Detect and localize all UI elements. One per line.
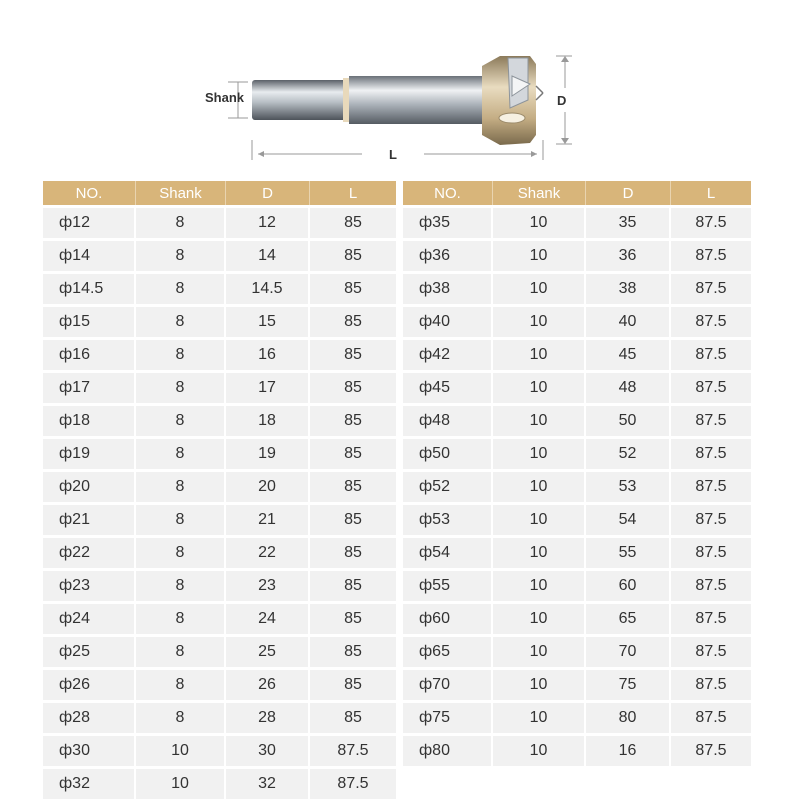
cell-l: 85 — [310, 307, 396, 337]
cell-no: ф65 — [403, 637, 493, 667]
cell-shank: 8 — [136, 307, 226, 337]
cell-l: 87.5 — [671, 208, 751, 238]
cell-shank: 10 — [493, 505, 586, 535]
header-shank: Shank — [136, 181, 226, 205]
cell-d: 26 — [226, 670, 310, 700]
cell-no: ф40 — [403, 307, 493, 337]
cell-d: 40 — [586, 307, 671, 337]
cell-d: 70 — [586, 637, 671, 667]
cell-no: ф15 — [43, 307, 136, 337]
cell-no: ф28 — [43, 703, 136, 733]
center-point — [536, 86, 543, 93]
cell-d: 12 — [226, 208, 310, 238]
cell-no: ф19 — [43, 439, 136, 469]
cell-shank: 10 — [493, 373, 586, 403]
table-row — [43, 340, 396, 370]
table-row — [403, 571, 751, 601]
cell-l: 87.5 — [671, 538, 751, 568]
cell-shank: 8 — [136, 439, 226, 469]
table-row — [43, 406, 396, 436]
cell-d: 22 — [226, 538, 310, 568]
cell-l: 85 — [310, 406, 396, 436]
cell-no: ф48 — [403, 406, 493, 436]
header-shank: Shank — [493, 181, 586, 205]
table-row — [403, 373, 751, 403]
header-d: D — [226, 181, 310, 205]
cell-d: 15 — [226, 307, 310, 337]
table-row — [43, 208, 396, 238]
cell-l: 85 — [310, 373, 396, 403]
cell-d: 35 — [586, 208, 671, 238]
header-no: NO. — [43, 181, 136, 205]
cell-l: 85 — [310, 703, 396, 733]
d-label: D — [557, 93, 567, 108]
cell-d: 38 — [586, 274, 671, 304]
cell-no: ф36 — [403, 241, 493, 271]
cell-l: 85 — [310, 472, 396, 502]
header-no: NO. — [403, 181, 493, 205]
cell-shank: 10 — [493, 703, 586, 733]
cell-shank: 8 — [136, 241, 226, 271]
cell-l: 87.5 — [671, 340, 751, 370]
cell-shank: 10 — [136, 736, 226, 766]
table-row — [43, 736, 396, 766]
cell-d: 80 — [586, 703, 671, 733]
cell-shank: 8 — [136, 472, 226, 502]
table-row — [403, 241, 751, 271]
cell-no: ф14.5 — [43, 274, 136, 304]
cell-no: ф18 — [43, 406, 136, 436]
cell-d: 54 — [586, 505, 671, 535]
cell-shank: 8 — [136, 274, 226, 304]
cell-l: 87.5 — [671, 307, 751, 337]
cell-d: 45 — [586, 340, 671, 370]
cell-no: ф70 — [403, 670, 493, 700]
cell-no: ф17 — [43, 373, 136, 403]
cell-no: ф38 — [403, 274, 493, 304]
cell-d: 48 — [586, 373, 671, 403]
cell-shank: 10 — [493, 736, 586, 766]
shank-label: Shank — [205, 90, 245, 105]
cell-l: 87.5 — [671, 373, 751, 403]
cell-d: 32 — [226, 769, 310, 799]
table-row — [43, 307, 396, 337]
cell-l: 87.5 — [671, 472, 751, 502]
table-row — [403, 274, 751, 304]
cell-shank: 8 — [136, 670, 226, 700]
cell-shank: 10 — [493, 571, 586, 601]
cell-shank: 8 — [136, 208, 226, 238]
table-row — [43, 439, 396, 469]
cell-d: 50 — [586, 406, 671, 436]
table-row — [403, 604, 751, 634]
cell-l: 85 — [310, 604, 396, 634]
cell-shank: 8 — [136, 340, 226, 370]
cell-shank: 8 — [136, 373, 226, 403]
cell-shank: 8 — [136, 571, 226, 601]
cell-l: 85 — [310, 274, 396, 304]
cell-no: ф35 — [403, 208, 493, 238]
table-body-left — [43, 208, 396, 799]
cell-l: 87.5 — [671, 736, 751, 766]
cell-no: ф22 — [43, 538, 136, 568]
cell-l: 87.5 — [671, 505, 751, 535]
cell-no: ф53 — [403, 505, 493, 535]
cell-d: 53 — [586, 472, 671, 502]
cell-l: 85 — [310, 439, 396, 469]
cell-l: 87.5 — [671, 274, 751, 304]
table-row — [403, 307, 751, 337]
cell-shank: 10 — [493, 406, 586, 436]
cell-d: 16 — [586, 736, 671, 766]
table-row — [43, 373, 396, 403]
table-row — [43, 769, 396, 799]
table-row — [403, 439, 751, 469]
cell-no: ф75 — [403, 703, 493, 733]
drill-bit-illustration — [0, 0, 800, 170]
cell-shank: 10 — [493, 604, 586, 634]
cell-d: 18 — [226, 406, 310, 436]
cell-no: ф60 — [403, 604, 493, 634]
cell-d: 75 — [586, 670, 671, 700]
table-row — [43, 670, 396, 700]
cell-no: ф24 — [43, 604, 136, 634]
chip-slot — [499, 113, 525, 123]
cell-no: ф52 — [403, 472, 493, 502]
cell-no: ф32 — [43, 769, 136, 799]
cell-no: ф26 — [43, 670, 136, 700]
cell-no: ф55 — [403, 571, 493, 601]
cell-l: 85 — [310, 637, 396, 667]
cell-shank: 10 — [493, 274, 586, 304]
cell-no: ф80 — [403, 736, 493, 766]
cell-no: ф54 — [403, 538, 493, 568]
cell-l: 85 — [310, 340, 396, 370]
table-row — [403, 340, 751, 370]
cell-l: 87.5 — [671, 604, 751, 634]
table-row — [43, 472, 396, 502]
cell-d: 52 — [586, 439, 671, 469]
table-row — [43, 703, 396, 733]
header-d: D — [586, 181, 671, 205]
cell-shank: 8 — [136, 538, 226, 568]
cell-shank: 8 — [136, 604, 226, 634]
table-row — [43, 604, 396, 634]
cell-shank: 8 — [136, 637, 226, 667]
table-row — [43, 241, 396, 271]
table-row — [43, 274, 396, 304]
table-row — [43, 505, 396, 535]
cell-l: 87.5 — [671, 406, 751, 436]
cell-l: 85 — [310, 538, 396, 568]
cell-l: 87.5 — [310, 769, 396, 799]
cell-shank: 10 — [136, 769, 226, 799]
cell-no: ф16 — [43, 340, 136, 370]
cell-shank: 8 — [136, 505, 226, 535]
cell-shank: 10 — [493, 307, 586, 337]
cell-no: ф30 — [43, 736, 136, 766]
cell-l: 87.5 — [671, 439, 751, 469]
cell-l: 85 — [310, 505, 396, 535]
cell-l: 87.5 — [310, 736, 396, 766]
shank-part — [252, 80, 347, 120]
cell-d: 30 — [226, 736, 310, 766]
cell-d: 14 — [226, 241, 310, 271]
cell-no: ф20 — [43, 472, 136, 502]
spec-table-left — [43, 178, 396, 802]
cell-no: ф14 — [43, 241, 136, 271]
cell-d: 19 — [226, 439, 310, 469]
cell-l: 85 — [310, 208, 396, 238]
cell-d: 28 — [226, 703, 310, 733]
cell-d: 55 — [586, 538, 671, 568]
table-row — [403, 538, 751, 568]
cell-l: 87.5 — [671, 670, 751, 700]
cell-d: 65 — [586, 604, 671, 634]
cell-d: 60 — [586, 571, 671, 601]
cell-l: 87.5 — [671, 637, 751, 667]
cell-no: ф45 — [403, 373, 493, 403]
table-row — [43, 571, 396, 601]
cell-no: ф23 — [43, 571, 136, 601]
cell-l: 87.5 — [671, 571, 751, 601]
table-header-row — [43, 181, 396, 205]
cell-no: ф21 — [43, 505, 136, 535]
cell-shank: 10 — [493, 208, 586, 238]
cell-no: ф50 — [403, 439, 493, 469]
cell-shank: 10 — [493, 439, 586, 469]
cell-d: 16 — [226, 340, 310, 370]
cell-shank: 8 — [136, 703, 226, 733]
table-row — [43, 538, 396, 568]
cell-d: 36 — [586, 241, 671, 271]
body-part — [349, 76, 484, 124]
cell-no: ф12 — [43, 208, 136, 238]
cell-d: 17 — [226, 373, 310, 403]
cell-shank: 8 — [136, 406, 226, 436]
cell-d: 14.5 — [226, 274, 310, 304]
table-row — [403, 637, 751, 667]
collar-ring — [343, 78, 350, 122]
cell-shank: 10 — [493, 241, 586, 271]
cell-d: 20 — [226, 472, 310, 502]
cell-d: 23 — [226, 571, 310, 601]
table-body-right — [403, 208, 751, 766]
cell-no: ф25 — [43, 637, 136, 667]
cell-shank: 10 — [493, 637, 586, 667]
cell-l: 85 — [310, 670, 396, 700]
table-row — [403, 736, 751, 766]
cell-l: 87.5 — [671, 703, 751, 733]
cell-shank: 10 — [493, 670, 586, 700]
table-row — [403, 406, 751, 436]
header-l: L — [671, 181, 751, 205]
cell-l: 85 — [310, 241, 396, 271]
cell-d: 25 — [226, 637, 310, 667]
table-header-row — [403, 181, 751, 205]
table-row — [403, 670, 751, 700]
table-row — [403, 703, 751, 733]
header-l: L — [310, 181, 396, 205]
drill-bit-diagram — [0, 0, 800, 170]
cell-shank: 10 — [493, 340, 586, 370]
cell-l: 87.5 — [671, 241, 751, 271]
cell-d: 21 — [226, 505, 310, 535]
cell-d: 24 — [226, 604, 310, 634]
cell-no: ф42 — [403, 340, 493, 370]
table-row — [403, 208, 751, 238]
table-row — [403, 505, 751, 535]
table-row — [43, 637, 396, 667]
cell-shank: 10 — [493, 538, 586, 568]
cell-shank: 10 — [493, 472, 586, 502]
table-row — [403, 472, 751, 502]
spec-table-right — [403, 178, 751, 769]
l-label: L — [389, 147, 397, 162]
cell-l: 85 — [310, 571, 396, 601]
